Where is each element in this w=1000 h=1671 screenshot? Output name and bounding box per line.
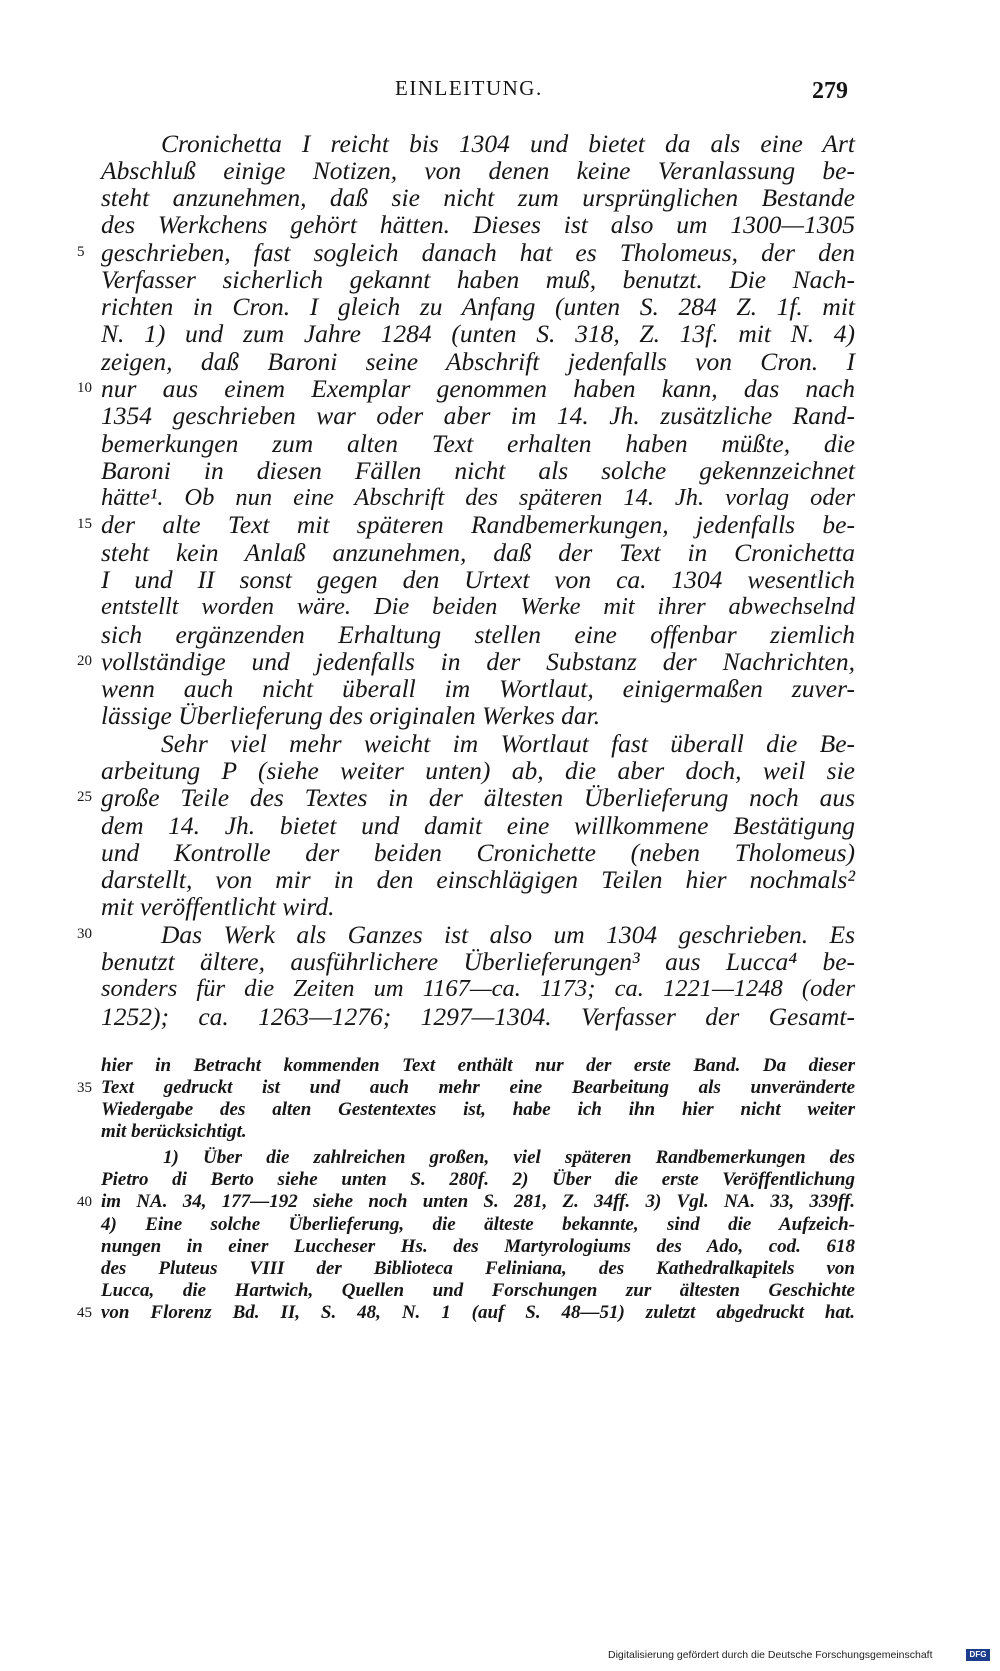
line-number: 10 bbox=[77, 380, 92, 396]
page-number: 279 bbox=[812, 78, 848, 104]
text-line: und Kontrolle der beiden Cronichette (neben Tholomeus) bbox=[101, 838, 855, 867]
text-line: entstellt worden wäre. Die beiden Werke mit ihrer abwechselnd bbox=[101, 593, 855, 620]
footnote-line: hier in Betracht kommenden Text enthält nur der erste Band. Da dieser bbox=[101, 1055, 855, 1076]
line-number: 40 bbox=[77, 1194, 92, 1210]
text-line: Sehr viel mehr weicht im Wortlaut fast überall die Be- bbox=[161, 729, 855, 758]
text-line: steht anzunehmen, daß sie nicht zum ursprünglichen Bestande bbox=[101, 183, 855, 212]
text-line: 1252); ca. 1263—1276; 1297—1304. Verfasser der Gesamt- bbox=[101, 1002, 855, 1031]
text-line: dem 14. Jh. bietet und damit eine willkommene Bestätigung bbox=[101, 811, 855, 840]
line-number: 15 bbox=[77, 516, 92, 532]
text-line: des Werkchens gehört hätten. Dieses ist also um 1300—1305 bbox=[101, 210, 855, 239]
page-header bbox=[0, 76, 1000, 116]
text-line: Das Werk als Ganzes ist also um 1304 geschrieben. Es bbox=[161, 920, 855, 949]
text-line: Cronichetta I reicht bis 1304 und bietet da als eine Art bbox=[161, 129, 855, 158]
text-line: mit veröffentlicht wird. bbox=[101, 892, 335, 921]
text-line: 1354 geschrieben war oder aber im 14. Jh. zusätzliche Rand- bbox=[101, 401, 855, 430]
text-line: große Teile des Textes in der ältesten Überlieferung noch aus bbox=[101, 783, 855, 812]
text-line: wenn auch nicht überall im Wortlaut, einigermaßen zuver- bbox=[101, 674, 855, 703]
footnote-line: Pietro di Berto siehe unten S. 280f. 2) Über die erste Veröffentlichung bbox=[101, 1169, 855, 1190]
line-number: 25 bbox=[77, 789, 92, 805]
line-number: 5 bbox=[77, 244, 85, 260]
footnote-line: Wiedergabe des alten Gestentextes ist, habe ich ihn hier nicht weiter bbox=[101, 1099, 855, 1120]
line-number: 30 bbox=[77, 926, 92, 942]
footnote-line: mit berücksichtigt. bbox=[101, 1121, 247, 1142]
line-number: 20 bbox=[77, 653, 92, 669]
text-line: Abschluß einige Notizen, von denen keine Veranlassung be- bbox=[101, 156, 855, 185]
text-line: lässige Überlieferung des originalen Werkes dar. bbox=[101, 701, 601, 730]
text-line: Verfasser sicherlich gekannt haben muß, benutzt. Die Nach- bbox=[101, 265, 855, 294]
footnote-line: 4) Eine solche Überlieferung, die älteste bekannte, sind die Aufzeich- bbox=[101, 1214, 855, 1235]
footnote-line: im NA. 34, 177—192 siehe noch unten S. 281, Z. 34ff. 3) Vgl. NA. 33, 339ff. bbox=[101, 1191, 855, 1212]
text-line: darstellt, von mir in den einschlägigen Teilen hier nochmals² bbox=[101, 865, 855, 894]
text-line: richten in Cron. I gleich zu Anfang (unten S. 284 Z. 1f. mit bbox=[101, 292, 855, 321]
text-line: vollständige und jedenfalls in der Substanz der Nachrichten, bbox=[101, 647, 855, 676]
text-line: I und II sonst gegen den Urtext von ca. 1304 wesentlich bbox=[101, 565, 855, 594]
text-line: sonders für die Zeiten um 1167—ca. 1173; ca. 1221—1248 (oder bbox=[101, 975, 855, 1002]
footnote-line: des Pluteus VIII der Biblioteca Feliniana, des Kathedralkapitels von bbox=[101, 1258, 855, 1279]
footnote-line: 1) Über die zahlreichen großen, viel späteren Randbemerkungen des bbox=[163, 1147, 855, 1168]
text-line: sich ergänzenden Erhaltung stellen eine offenbar ziemlich bbox=[101, 620, 855, 649]
text-line: bemerkungen zum alten Text erhalten haben müßte, die bbox=[101, 429, 855, 458]
text-line: N. 1) und zum Jahre 1284 (unten S. 318, Z. 13f. mit N. 4) bbox=[101, 319, 855, 348]
text-line: steht kein Anlaß anzunehmen, daß der Text in Cronichetta bbox=[101, 538, 855, 567]
line-number: 35 bbox=[77, 1080, 92, 1096]
text-line: zeigen, daß Baroni seine Abschrift jedenfalls von Cron. I bbox=[101, 347, 855, 376]
running-head: EINLEITUNG. bbox=[395, 76, 543, 100]
text-line: der alte Text mit späteren Randbemerkungen, jedenfalls be- bbox=[101, 510, 855, 539]
text-line: nur aus einem Exemplar genommen haben kann, das nach bbox=[101, 374, 855, 403]
text-line: hätte¹. Ob nun eine Abschrift des späteren 14. Jh. vorlag oder bbox=[101, 484, 855, 511]
text-line: Baroni in diesen Fällen nicht als solche gekennzeichnet bbox=[101, 456, 855, 485]
footnote-line: Text gedruckt ist und auch mehr eine Bearbeitung als unveränderte bbox=[101, 1077, 855, 1098]
digitization-credit: Digitalisierung gefördert durch die Deutsche Forschungsgemeinschaft bbox=[608, 1649, 933, 1661]
footnote-line: Lucca, die Hartwich, Quellen und Forschungen zur ältesten Geschichte bbox=[101, 1280, 855, 1301]
footnote-line: nungen in einer Luccheser Hs. des Martyrologiums des Ado, cod. 618 bbox=[101, 1236, 855, 1257]
footnote-line: von Florenz Bd. II, S. 48, N. 1 (auf S. 48—51) zuletzt abgedruckt hat. bbox=[101, 1302, 855, 1323]
dfg-logo: DFG bbox=[966, 1649, 990, 1661]
text-line: arbeitung P (siehe weiter unten) ab, die aber doch, weil sie bbox=[101, 756, 855, 785]
text-line: geschrieben, fast sogleich danach hat es Tholomeus, der den bbox=[101, 238, 855, 267]
line-number: 45 bbox=[77, 1305, 92, 1321]
text-line: benutzt ältere, ausführlichere Überlieferungen³ aus Lucca⁴ be- bbox=[101, 947, 855, 976]
